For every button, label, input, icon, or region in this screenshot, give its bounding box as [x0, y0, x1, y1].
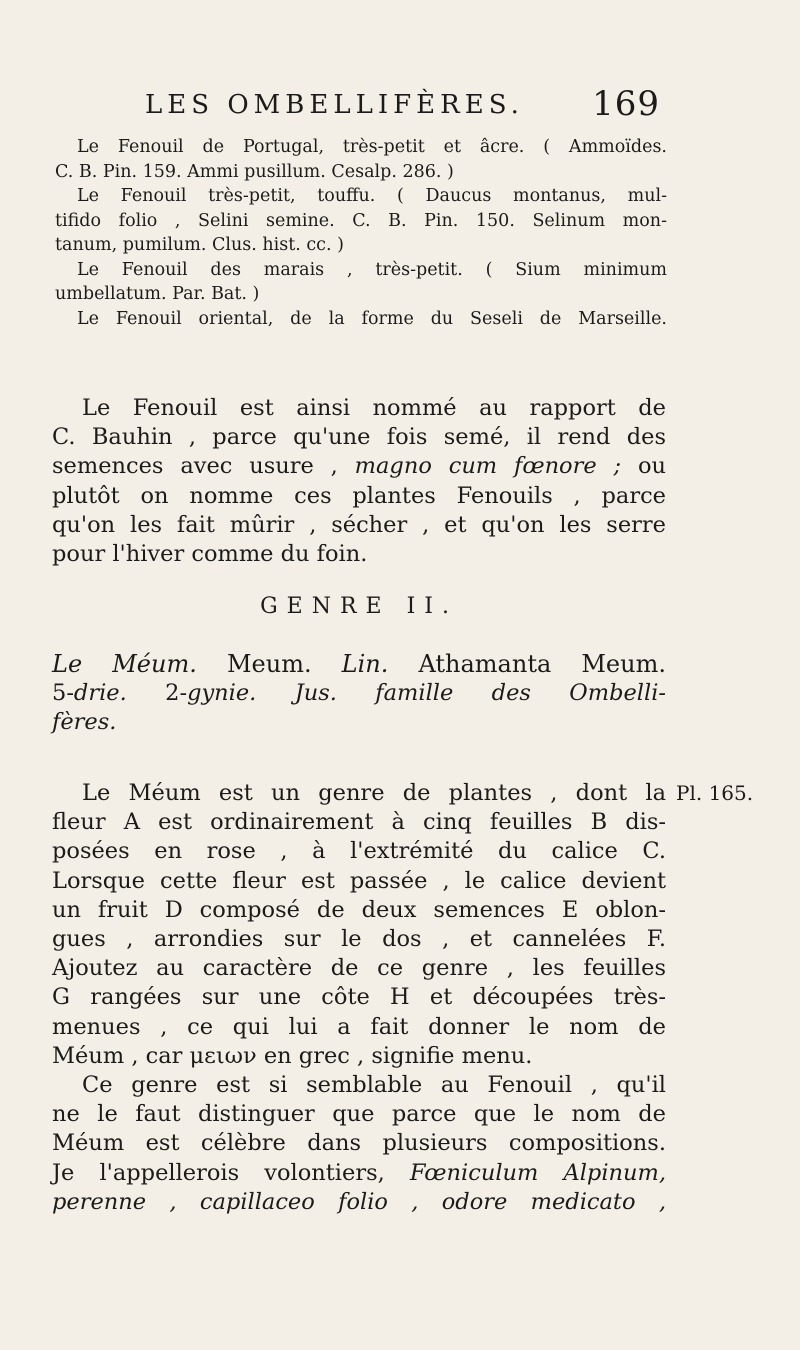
paragraph-line: Méum , car μειων en grec , signifie menu. — [52, 1042, 533, 1069]
paragraph-line: plutôt on nomme ces plantes Fenouils , parce — [52, 482, 666, 509]
paragraph-line: un fruit D composé de deux semences E oblon- — [52, 896, 666, 923]
note-line: Le Fenouil oriental, de la forme du Seseli de Marseille. — [77, 308, 667, 329]
text-span: 2- — [126, 680, 188, 707]
genus-title-line — [52, 650, 666, 679]
paragraph-line: pour l'hiver comme du foin. — [52, 540, 368, 567]
text-span: Meum. — [196, 650, 342, 678]
author-abbrev: Lin. — [341, 650, 389, 678]
text-span: drie. — [73, 680, 127, 707]
plate-reference: Pl. 165. — [676, 781, 754, 805]
paragraph-line: Méum est célèbre dans plusieurs compositions. — [52, 1130, 666, 1157]
paragraph-line — [52, 1188, 666, 1217]
paragraph-meum-comparison — [52, 1071, 666, 1217]
paragraph-line: menues , ce qui lui a fait donner le nom de — [52, 1013, 666, 1040]
genre-heading: GENRE II. — [260, 594, 458, 619]
paragraph-line — [52, 1159, 666, 1188]
note-line: Le Fenouil des marais , très-petit. ( Sium minimum — [77, 259, 667, 280]
paragraph-fenouil-name — [52, 394, 666, 569]
paragraph-line: qu'on les fait mûrir , sécher , et qu'on les serre — [52, 511, 666, 538]
text-span: fères. — [52, 709, 117, 736]
note-line: tanum, pumilum. Clus. hist. cc. ) — [55, 235, 344, 255]
text-span: Je l'appellerois volontiers, — [52, 1159, 410, 1186]
running-header-title: LES OMBELLIFÈRES. — [145, 90, 524, 120]
text-span: ou — [621, 453, 666, 480]
text-span: semences avec usure , — [52, 453, 355, 480]
paragraph-line: posées en rose , à l'extrémité du calice C. — [52, 838, 666, 865]
paragraph-line: Lorsque cette fleur est passée , le calice devient — [52, 867, 666, 894]
paragraph-line: fleur A est ordinairement à cinq feuilles B dis- — [52, 809, 666, 836]
classification-line — [52, 679, 666, 708]
paragraph-line: C. Bauhin , parce qu'une fois semé, il rend des — [52, 424, 666, 451]
paragraph-line: Ce genre est si semblable au Fenouil , qu'il — [82, 1072, 666, 1098]
paragraph-line: gues , arrondies sur le dos , et cannelées F. — [52, 925, 666, 952]
text-span: gynie. Jus. famille des Ombelli- — [187, 680, 666, 707]
species-notes — [55, 135, 667, 331]
note-line: Le Fenouil très-petit, touffu. ( Daucus montanus, mul- — [77, 186, 667, 206]
genus-description — [52, 650, 666, 738]
note-line: umbellatum. Par. Bat. ) — [55, 284, 260, 304]
text-span: Athamanta Meum. — [388, 650, 666, 678]
note-line: tifido folio , Selini semine. C. B. Pin. 150. Selinum mon- — [55, 210, 667, 231]
note-line: C. B. Pin. 159. Ammi pusillum. Cesalp. 286. ) — [55, 161, 454, 182]
note-line: Le Fenouil de Portugal, très-petit et âcre. ( Ammoïdes. — [77, 137, 667, 157]
paragraph-line: Le Fenouil est ainsi nommé au rapport de — [82, 395, 666, 421]
latin-phrase: perenne , capillaceo folio , odore medicato , — [52, 1188, 666, 1215]
paragraph-line — [52, 452, 666, 481]
paragraph-line: Ajoutez au caractère de ce genre , les feuilles — [52, 955, 666, 982]
classification-line — [52, 708, 666, 737]
paragraph-line: Le Méum est un genre de plantes , dont la — [82, 780, 666, 806]
paragraph-meum-description — [52, 779, 666, 1071]
latin-phrase: magno cum fœnore ; — [354, 453, 622, 480]
paragraph-line: G rangées sur une côte H et découpées très- — [52, 984, 666, 1011]
paragraph-line: ne le faut distinguer que parce que le nom de — [52, 1101, 666, 1128]
running-header — [145, 84, 660, 124]
page-number: 169 — [592, 84, 660, 124]
text-span: 5- — [52, 680, 74, 707]
genus-name: Le Méum. — [52, 650, 197, 678]
latin-phrase: Fœniculum Alpinum, — [409, 1159, 666, 1186]
